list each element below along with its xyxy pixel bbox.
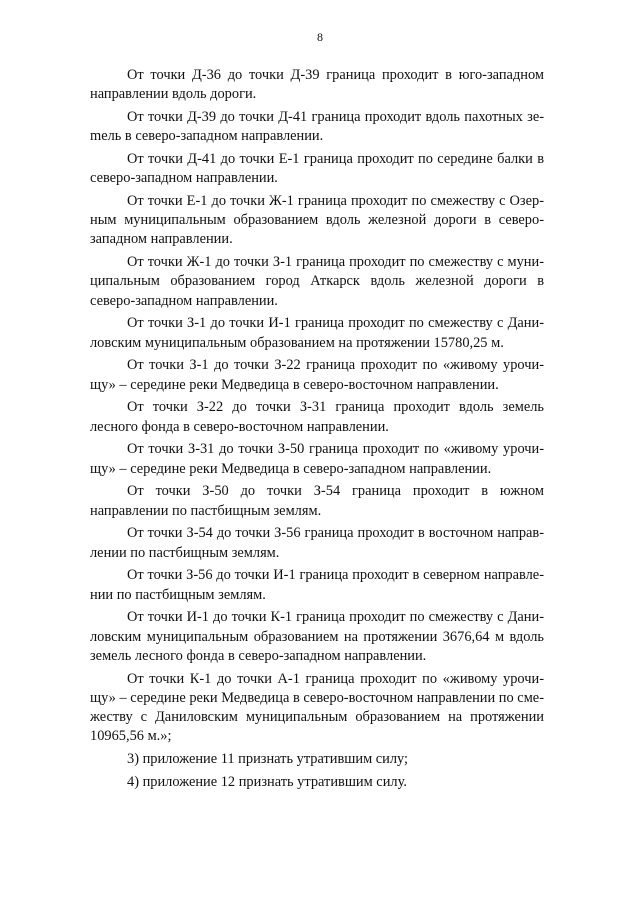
paragraph-i1-k1: От точки И-1 до точки К-1 граница проходит по смежеству с Даниловским муниципальным образованием на протяжении 3676,64 м вдоль земель лесного фонда в северо-западном направлении. — [90, 609, 544, 664]
paragraph-z1-i1: От точки З-1 до точки И-1 граница проходит по смежеству с Даниловским муниципальным образованием на протяжении 15780,25 м. — [90, 315, 544, 351]
paragraph-z1-z22: От точки З-1 до точки З-22 граница проходит по «живому урочищу» – середине реки Медведица в северо-восточном направлении. — [90, 357, 544, 393]
page-number: 8 — [317, 30, 323, 44]
list-item-appendix-11: 3) приложение 11 признать утратившим силу; — [127, 751, 409, 768]
list-item-appendix-12: 4) приложение 12 признать утратившим силу. — [127, 773, 407, 790]
paragraph-d41-e1: От точки Д-41 до точки Е-1 граница проходит по середине балки в северо-западном направлении. — [90, 151, 544, 187]
paragraph-d36-d39: От точки Д-36 до точки Д-39 граница проходит в юго-западном направлении вдоль дороги. — [90, 67, 544, 103]
paragraph-z22-z31: От точки З-22 до точки З-31 граница проходит вдоль земель лесного фонда в северо-восточном направлении. — [90, 399, 544, 435]
paragraph-e1-zh1: От точки Е-1 до точки Ж-1 граница проходит по смежеству с Озерным муниципальным образованием вдоль железной дороги в северо-западном направлении. — [90, 193, 544, 248]
document-body — [90, 66, 544, 796]
paragraph-z54-z56: От точки З-54 до точки З-56 граница проходит в восточном направлении по пастбищным землям. — [90, 525, 544, 561]
paragraph-zh1-z1: От точки Ж-1 до точки З-1 граница проходит по смежеству с муниципальным образованием город Аткарск вдоль железной дороги в северо-западном направлении. — [90, 254, 544, 309]
paragraph-z31-z50: От точки З-31 до точки З-50 граница проходит по «живому урочищу» – середине реки Медведица в северо-западном направлении. — [90, 441, 544, 477]
paragraph-k1-a1: От точки К-1 до точки А-1 граница проходит по «живому урочищу» – середине реки Медведица в северо-восточном направлении по смежеству с Даниловским муниципальным образованием на протяжении 10965,56 м.»; — [90, 670, 544, 745]
paragraph-z56-i1: От точки З-56 до точки И-1 граница проходит в северном направлении по пастбищным землям. — [90, 567, 544, 603]
paragraph-z50-z54: От точки З-50 до точки З-54 граница проходит в южном направлении по пастбищным землям. — [90, 483, 544, 519]
paragraph-d39-d41: От точки Д-39 до точки Д-41 граница проходит вдоль пахотных зеmель в северо-западном направлении. — [90, 109, 544, 145]
